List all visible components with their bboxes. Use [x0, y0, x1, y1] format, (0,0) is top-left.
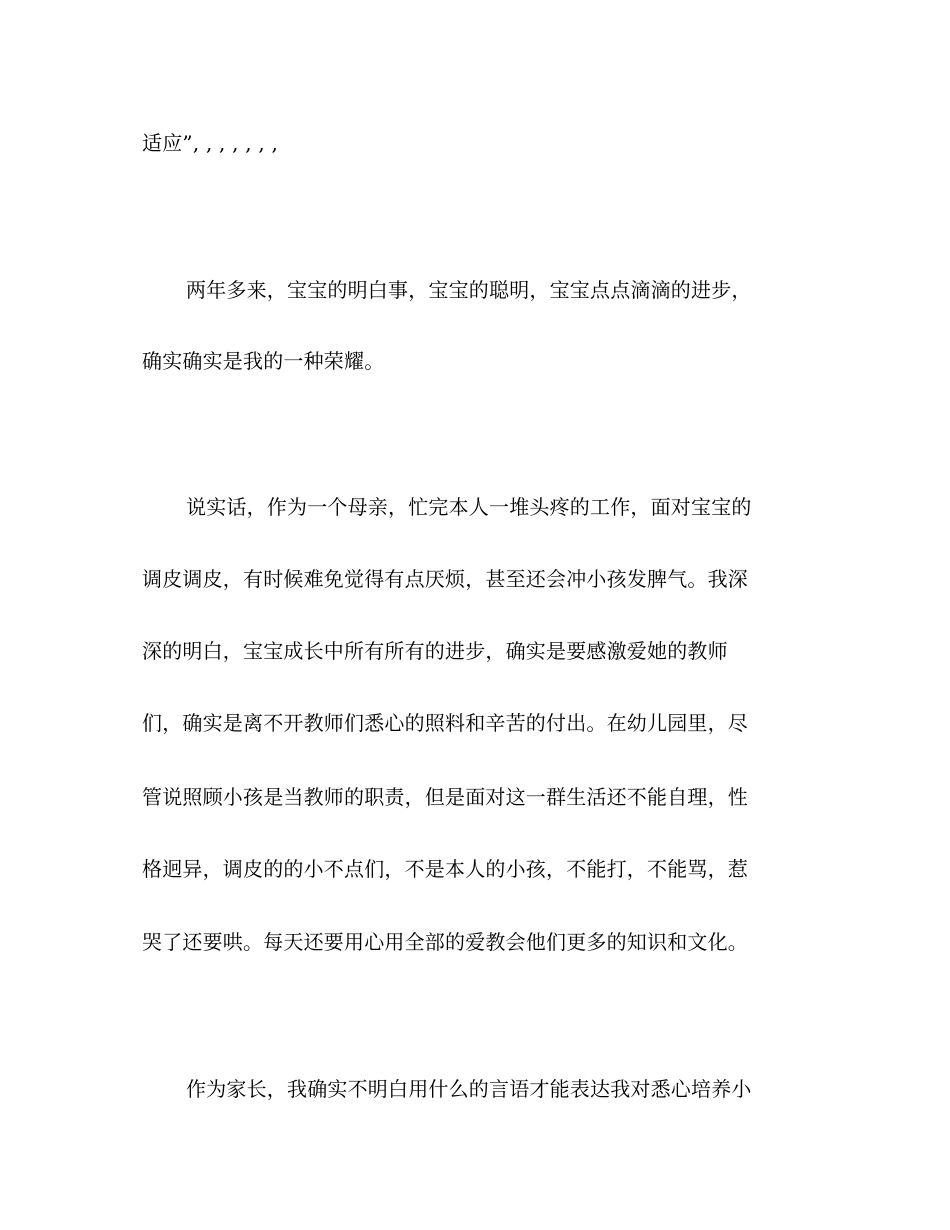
- text-line: 确实确实是我的一种荣耀。: [142, 349, 385, 373]
- text-line: 深的明白，宝宝成长中所有所有的进步，确实是要感激爱她的教师: [142, 639, 728, 663]
- paragraph-first-line: 说实话，作为一个母亲，忙完本人一堆头疼的工作，面对宝宝的: [186, 495, 752, 519]
- paragraph-first-line: 作为家长，我确实不明白用什么的言语才能表达我对悉心培养小: [186, 1077, 752, 1101]
- text-line: 调皮调皮，有时候难免觉得有点厌烦，甚至还会冲小孩发脾气。我深: [142, 567, 748, 591]
- text-line: 们，确实是离不开教师们悉心的照料和辛苦的付出。在幼儿园里，尽: [142, 711, 748, 735]
- text-line: 适应”, , , , , , ,: [142, 131, 279, 155]
- paragraph-first-line: 两年多来，宝宝的明白事，宝宝的聪明，宝宝点点滴滴的进步，: [186, 278, 752, 302]
- text-line: 哭了还要哄。每天还要用心用全部的爱教会他们更多的知识和文化。: [142, 930, 748, 954]
- text-line: 管说照顾小孩是当教师的职责，但是面对这一群生活还不能自理，性: [142, 785, 748, 809]
- text-line: 格迥异，调皮的的小不点们，不是本人的小孩，不能打，不能骂，惹: [142, 857, 748, 881]
